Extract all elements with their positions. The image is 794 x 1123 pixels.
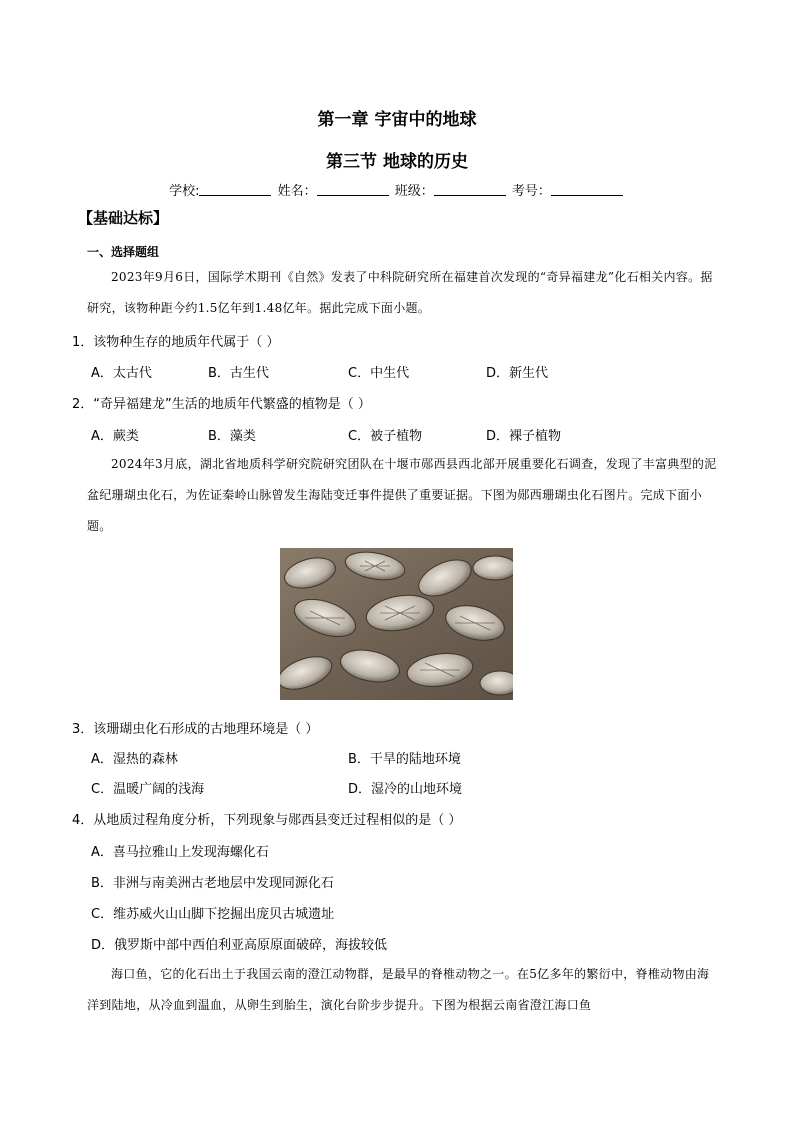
school-label: 学校: bbox=[169, 184, 200, 199]
q2-option-d[interactable]: D．裸子植物 bbox=[486, 429, 562, 444]
name-label: 姓名： bbox=[277, 184, 317, 199]
q3-option-d[interactable]: D．湿冷的山地环境 bbox=[348, 782, 463, 797]
chapter-title: 第一章 宇宙中的地球 bbox=[317, 110, 477, 130]
exam-number-blank[interactable] bbox=[551, 183, 623, 196]
passage-3: 海口鱼，它的化石出土于我国云南的澄江动物群，是最早的脊椎动物之一。在5亿多年的繁衍中，脊椎动物由海洋到陆地，从冷血到温血，从卵生到胎生，演化台阶步步提升。下图为根据云南省澄江海口鱼 bbox=[87, 967, 710, 1012]
q4-option-d[interactable]: D．俄罗斯中部中西伯利亚高原原面破碎，海拔较低 bbox=[91, 938, 388, 953]
passage-2: 2024年3月底，湖北省地质科学研究院研究团队在十堰市郧西县西北部开展重要化石调查，发现了丰富典型的泥盆纪珊瑚虫化石，为佐证秦岭山脉曾发生海陆变迁事件提供了重要证据。下图为郧西珊瑚虫化石图片。完成下面小题。 bbox=[87, 457, 717, 533]
coral-fossil-image bbox=[280, 548, 513, 700]
q1-option-d[interactable]: D．新生代 bbox=[486, 366, 549, 381]
q3-option-b[interactable]: B．干旱的陆地环境 bbox=[348, 752, 461, 767]
section-label: 【基础达标】 bbox=[78, 209, 169, 227]
passage-1: 2023年9月6日，国际学术期刊《自然》发表了中科院研究所在福建首次发现的“奇异福建龙”化石相关内容。据研究，该物种距今约1.5亿年到1.48亿年。据此完成下面小题。 bbox=[87, 270, 713, 315]
q4-option-b[interactable]: B．非洲与南美洲古老地层中发现同源化石 bbox=[91, 876, 334, 891]
q2-option-a[interactable]: A．蕨类 bbox=[91, 429, 139, 444]
class-label: 班级： bbox=[394, 184, 434, 199]
q2-option-c[interactable]: C．被子植物 bbox=[348, 429, 423, 444]
question-1-stem: 1．该物种生存的地质年代属于（ ） bbox=[72, 335, 280, 350]
q1-option-b[interactable]: B．古生代 bbox=[208, 366, 269, 381]
class-blank[interactable] bbox=[434, 183, 506, 196]
q3-option-a[interactable]: A．湿热的森林 bbox=[91, 752, 178, 767]
q3-option-c[interactable]: C．温暖广阔的浅海 bbox=[91, 782, 205, 797]
school-blank[interactable] bbox=[199, 183, 271, 196]
subsection-label: 一、选择题组 bbox=[87, 245, 160, 259]
question-3-stem: 3．该珊瑚虫化石形成的古地理环境是（ ） bbox=[72, 722, 319, 737]
q4-option-c[interactable]: C．维苏威火山山脚下挖掘出庞贝古城遗址 bbox=[91, 907, 335, 922]
q2-option-b[interactable]: B．藻类 bbox=[208, 429, 256, 444]
name-blank[interactable] bbox=[317, 183, 389, 196]
question-2-stem: 2．“奇异福建龙”生活的地质年代繁盛的植物是（ ） bbox=[72, 397, 371, 412]
section-title: 第三节 地球的历史 bbox=[326, 152, 468, 172]
q1-option-c[interactable]: C．中生代 bbox=[348, 366, 410, 381]
student-info-line bbox=[0, 180, 794, 199]
q4-option-a[interactable]: A．喜马拉雅山上发现海螺化石 bbox=[91, 845, 269, 860]
question-4-stem: 4．从地质过程角度分析，下列现象与郧西县变迁过程相似的是（ ） bbox=[72, 813, 462, 828]
exam-number-label: 考号： bbox=[511, 184, 551, 199]
q1-option-a[interactable]: A．太古代 bbox=[91, 366, 152, 381]
